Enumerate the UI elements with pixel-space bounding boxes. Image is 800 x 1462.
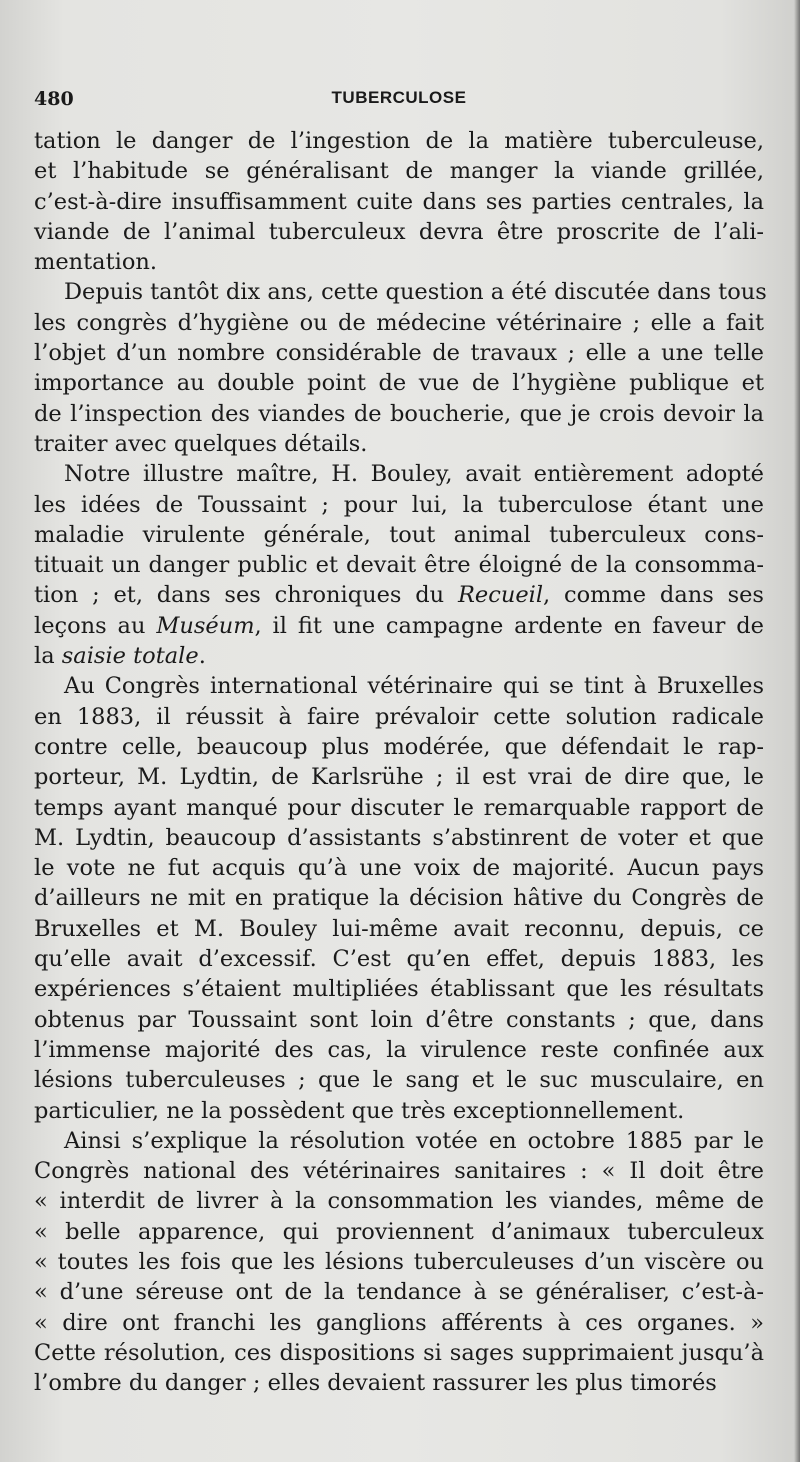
text-line: particulier, ne la possèdent que très exceptionnellement. xyxy=(34,1097,685,1124)
text-run: tion ; et, dans ses chroniques du xyxy=(34,582,458,609)
text-line: temps ayant manqué pour discuter le remarquable rapport de xyxy=(34,794,764,821)
text-line: l’objet d’un nombre considérable de travaux ; elle a une telle xyxy=(34,340,764,367)
text-line: le vote ne fut acquis qu’à une voix de majorité. Aucun pays xyxy=(34,855,764,882)
text-line: expériences s’étaient multipliées établissant que les résultats xyxy=(34,976,764,1003)
text-line: les idées de Toussaint ; pour lui, la tuberculose étant une xyxy=(34,491,764,518)
text-line: « belle apparence, qui proviennent d’animaux tuberculeux xyxy=(34,1218,764,1245)
text-line: qu’elle avait d’excessif. C’est qu’en effet, depuis 1883, les xyxy=(34,946,764,973)
text-line: Congrès national des vétérinaires sanitaires : « Il doit être xyxy=(34,1158,764,1185)
text-line: « toutes les fois que les lésions tuberculeuses d’un viscère ou xyxy=(34,1248,764,1275)
text-run: leçons au xyxy=(34,612,157,639)
text-line: Bruxelles et M. Bouley lui-même avait reconnu, depuis, ce xyxy=(34,915,764,942)
text-line: « d’une séreuse ont de la tendance à se généraliser, c’est-à- xyxy=(34,1279,764,1306)
text-line: d’ailleurs ne mit en pratique la décision hâtive du Congrès de xyxy=(34,885,764,912)
text-line: en 1883, il réussit à faire prévaloir cette solution radicale xyxy=(34,703,764,730)
running-title: TUBERCULOSE xyxy=(331,88,467,107)
text-line: viande de l’animal tuberculeux devra être proscrite de l’ali- xyxy=(34,218,764,245)
page-edge-shadow xyxy=(794,0,800,1462)
paragraph-4 xyxy=(34,671,764,1125)
text-line xyxy=(34,580,764,610)
page-number: 480 xyxy=(34,88,74,110)
text-line: lésions tuberculeuses ; que le sang et le suc musculaire, en xyxy=(34,1067,764,1094)
text-line: Cette résolution, ces dispositions si sages supprimaient jusqu’à xyxy=(34,1339,764,1366)
text-line: « dire ont franchi les ganglions afférents à ces organes. » xyxy=(34,1309,764,1336)
paragraph-1 xyxy=(34,126,764,277)
text-run: , il fit une campagne ardente en faveur de xyxy=(254,612,764,639)
italic-term-saisie-totale: saisie totale xyxy=(61,643,199,670)
paragraph-2 xyxy=(34,277,767,459)
text-line: c’est-à-dire insuffisamment cuite dans ses parties centrales, la xyxy=(34,188,764,215)
text-line: contre celle, beaucoup plus modérée, que défendait le rap- xyxy=(34,733,764,760)
text-line: mentation. xyxy=(34,249,158,276)
text-line: « interdit de livrer à la consommation les viandes, même de xyxy=(34,1188,764,1215)
italic-title-recueil: Recueil xyxy=(457,582,544,609)
text-line xyxy=(34,611,764,641)
text-run: . xyxy=(198,643,206,670)
text-line: de l’inspection des viandes de boucherie, que je crois devoir la xyxy=(34,400,764,427)
text-line: porteur, M. Lydtin, de Karlsrühe ; il est vrai de dire que, le xyxy=(34,764,764,791)
text-line: traiter avec quelques détails. xyxy=(34,430,368,457)
text-line: et l’habitude se généralisant de manger la viande grillée, xyxy=(34,158,764,185)
text-run: la xyxy=(34,643,62,670)
paragraph-5 xyxy=(34,1126,764,1399)
text-line: les congrès d’hygiène ou de médecine vétérinaire ; elle a fait xyxy=(34,309,764,336)
text-line: Ainsi s’explique la résolution votée en octobre 1885 par le xyxy=(64,1127,764,1154)
text-line: importance au double point de vue de l’hygiène publique et xyxy=(34,370,764,397)
text-line: l’ombre du danger ; elles devaient rassurer les plus timorés xyxy=(34,1370,717,1397)
text-line: obtenus par Toussaint sont loin d’être constants ; que, dans xyxy=(34,1006,764,1033)
text-line: maladie virulente générale, tout animal tuberculeux cons- xyxy=(34,521,764,548)
text-line: Au Congrès international vétérinaire qui se tint à Bruxelles xyxy=(64,673,764,700)
text-run: , comme dans ses xyxy=(543,582,764,609)
text-line: tituait un danger public et devait être éloigné de la consomma- xyxy=(34,552,764,579)
text-line: l’immense majorité des cas, la virulence reste confinée aux xyxy=(34,1036,764,1063)
italic-title-museum: Muséum xyxy=(156,612,255,639)
paragraph-3 xyxy=(34,459,764,671)
text-line: Notre illustre maître, H. Bouley, avait entièrement adopté xyxy=(64,461,764,488)
text-line: tation le danger de l’ingestion de la matière tuberculeuse, xyxy=(34,128,764,154)
text-line: M. Lydtin, beaucoup d’assistants s’abstinrent de voter et que xyxy=(34,824,764,851)
page-header xyxy=(34,88,764,118)
text-line xyxy=(34,641,764,671)
text-line: Depuis tantôt dix ans, cette question a été discutée dans tous xyxy=(64,279,767,306)
text-body xyxy=(34,126,767,1398)
